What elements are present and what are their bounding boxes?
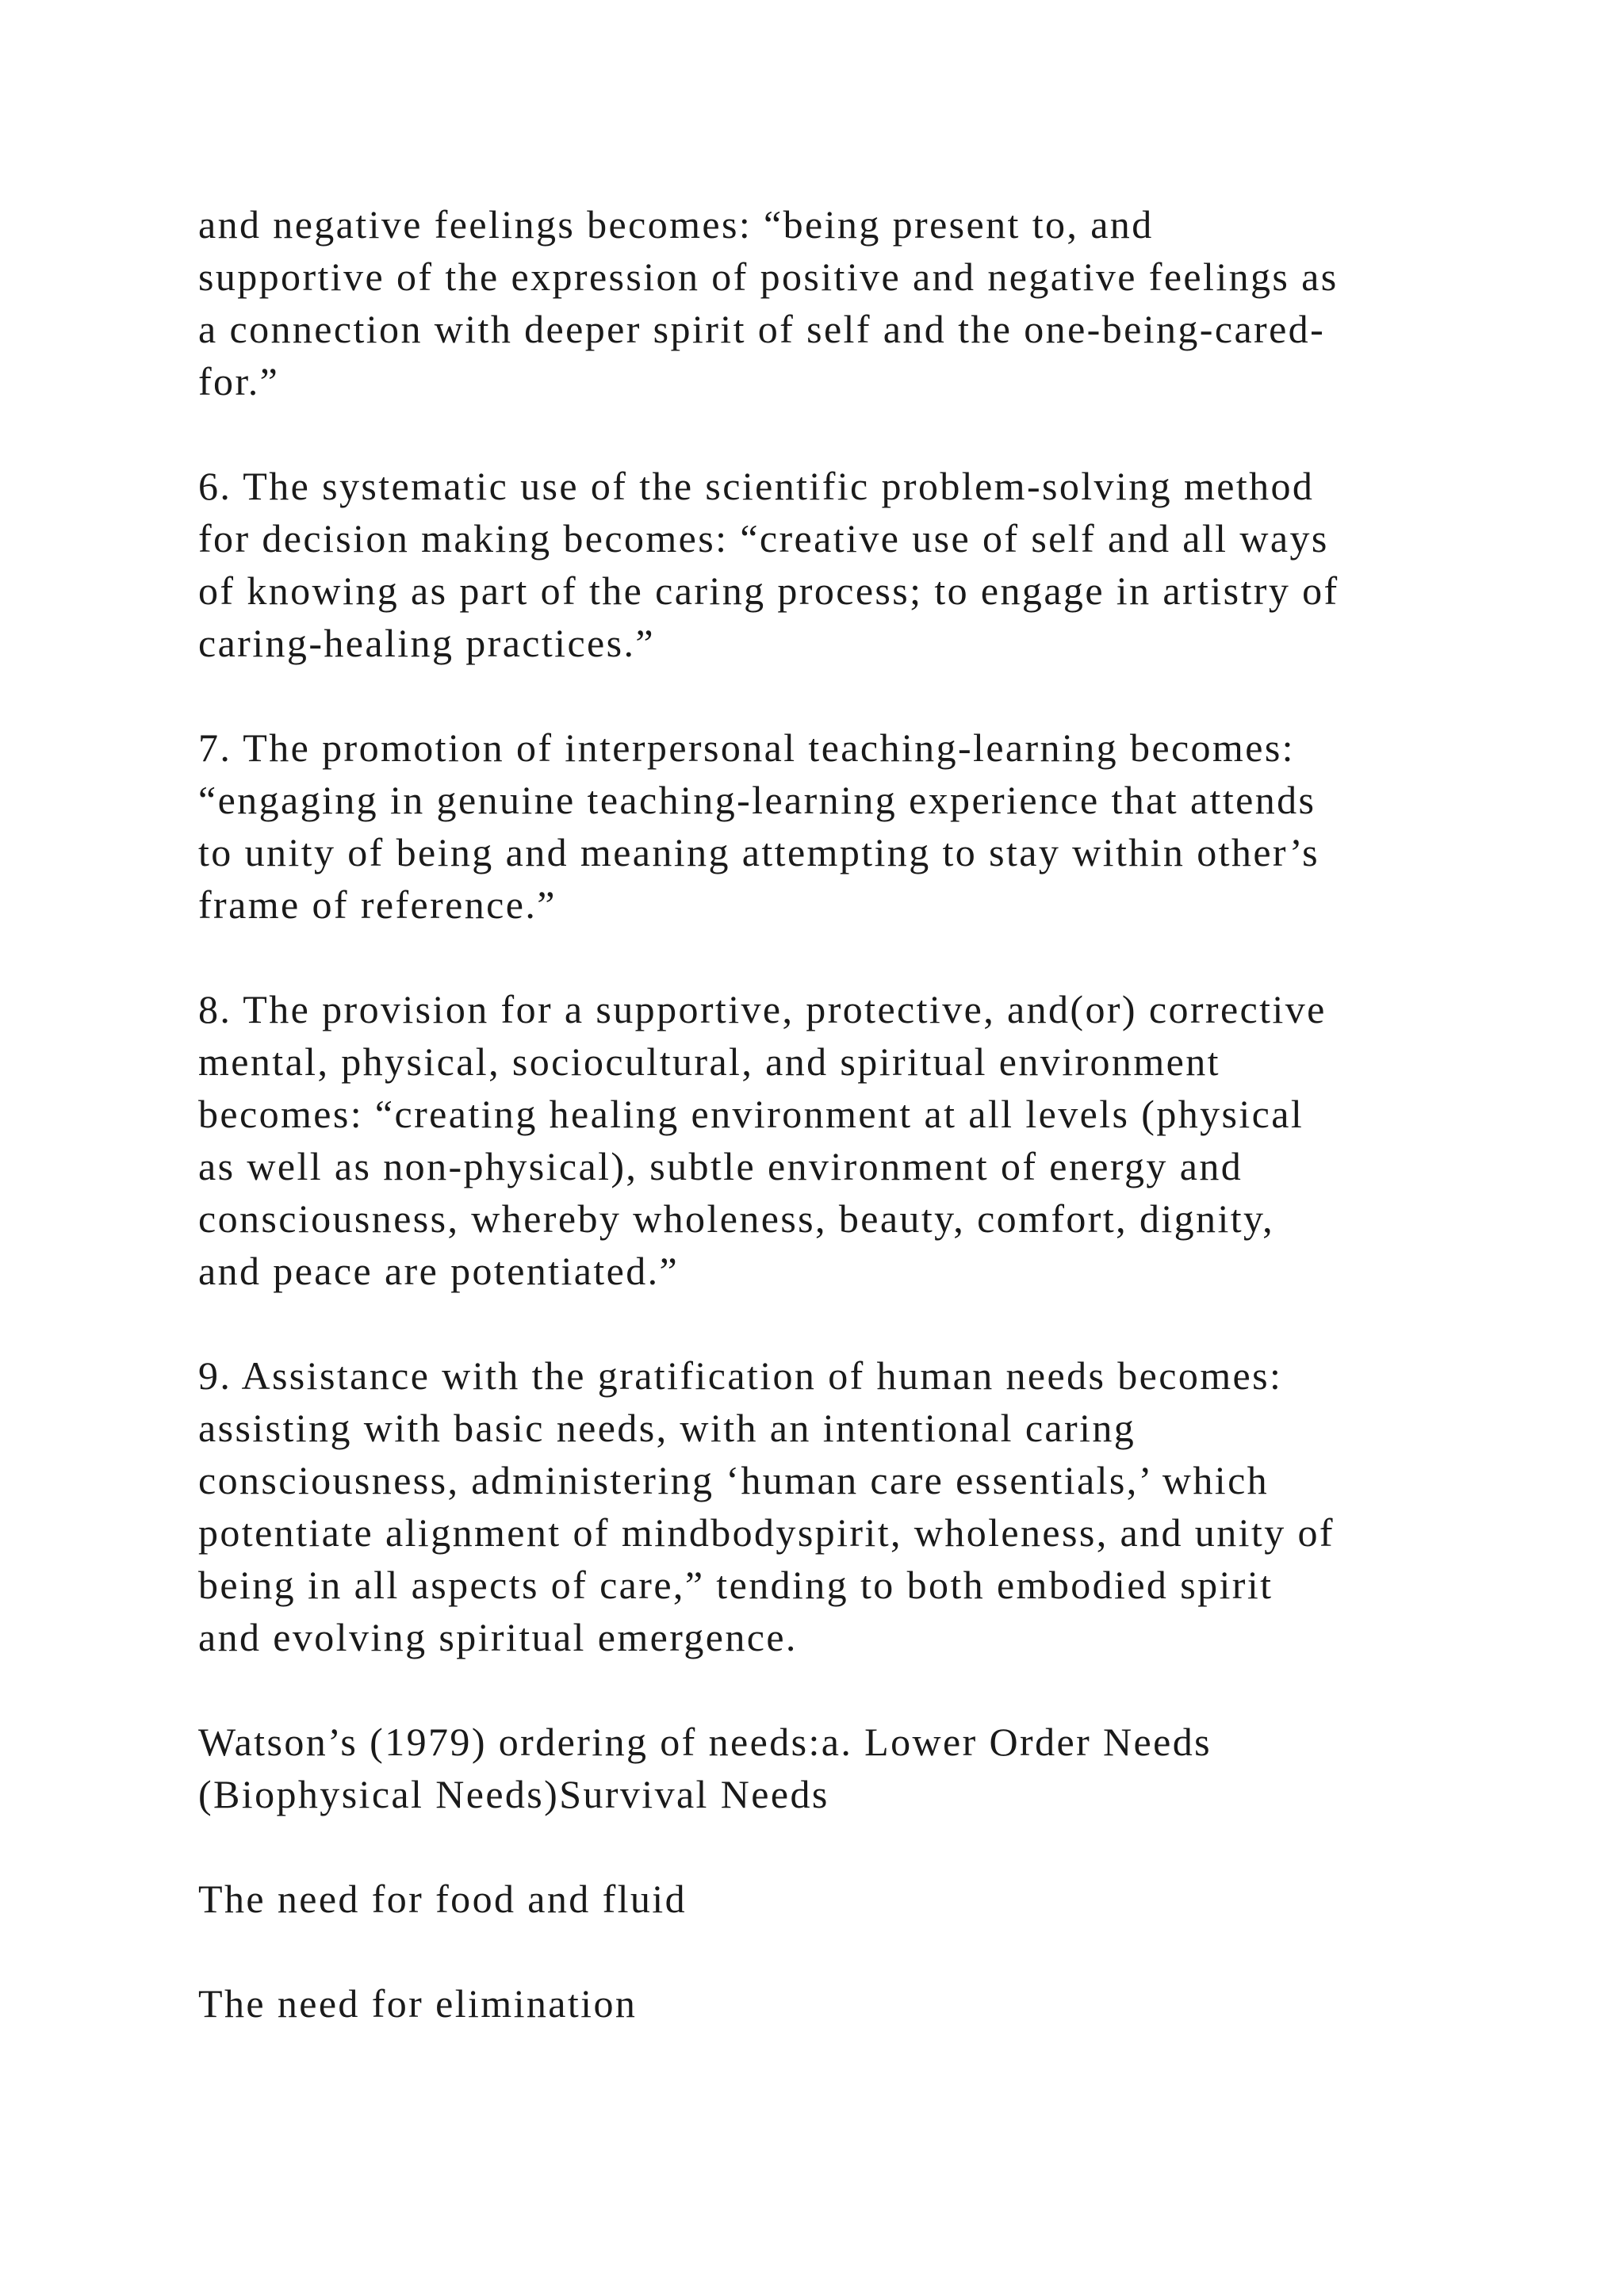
paragraph-item-7 xyxy=(198,721,1499,931)
text-line: consciousness, administering ‘human care essentials,’ which xyxy=(198,1458,1270,1502)
text-line: mental, physical, sociocultural, and spiritual environment xyxy=(198,1039,1220,1084)
text-line: The need for food and fluid xyxy=(198,1877,687,1921)
text-line: potentiate alignment of mindbodyspirit, wholeness, and unity of xyxy=(198,1510,1335,1555)
text-line: Watson’s (1979) ordering of needs:a. Lower Order Needs xyxy=(198,1720,1212,1764)
text-line: supportive of the expression of positive and negative feelings as xyxy=(198,254,1339,299)
text-line: frame of reference.” xyxy=(198,882,557,927)
paragraph-watson-needs xyxy=(198,1716,1499,1820)
text-line: becomes: “creating healing environment at all levels (physical xyxy=(198,1092,1304,1136)
text-line: 7. The promotion of interpersonal teaching-learning becomes: xyxy=(198,725,1295,770)
text-line: for.” xyxy=(198,359,280,404)
paragraph-item-9 xyxy=(198,1349,1499,1663)
text-line: 9. Assistance with the gratification of human needs becomes: xyxy=(198,1353,1283,1398)
text-line: The need for elimination xyxy=(198,1981,638,2026)
text-line: and negative feelings becomes: “being present to, and xyxy=(198,202,1154,247)
text-line: caring-healing practices.” xyxy=(198,621,655,665)
text-line: “engaging in genuine teaching-learning experience that attends xyxy=(198,778,1316,822)
paragraph-item-8 xyxy=(198,983,1499,1297)
text-line: a connection with deeper spirit of self and the one-being-cared- xyxy=(198,307,1326,351)
text-line: for decision making becomes: “creative use of self and all ways xyxy=(198,516,1329,561)
text-line: of knowing as part of the caring process; to engage in artistry of xyxy=(198,568,1339,613)
paragraph-need-elimination xyxy=(198,1977,1499,2030)
text-line: assisting with basic needs, with an intentional caring xyxy=(198,1406,1136,1450)
text-line: (Biophysical Needs)Survival Needs xyxy=(198,1772,829,1816)
text-line: as well as non-physical), subtle environment of energy and xyxy=(198,1144,1243,1188)
text-line: and evolving spiritual emergence. xyxy=(198,1615,798,1659)
paragraph-need-food xyxy=(198,1873,1499,1925)
text-line: 8. The provision for a supportive, protective, and(or) corrective xyxy=(198,987,1327,1031)
text-line: being in all aspects of care,” tending to both embodied spirit xyxy=(198,1563,1274,1607)
text-line: consciousness, whereby wholeness, beauty, comfort, dignity, xyxy=(198,1196,1275,1241)
text-line: and peace are potentiated.” xyxy=(198,1249,680,1293)
paragraph-intro xyxy=(198,198,1499,408)
text-line: 6. The systematic use of the scientific problem-solving method xyxy=(198,464,1315,508)
text-line: to unity of being and meaning attempting to stay within other’s xyxy=(198,830,1320,874)
paragraph-item-6 xyxy=(198,460,1499,669)
